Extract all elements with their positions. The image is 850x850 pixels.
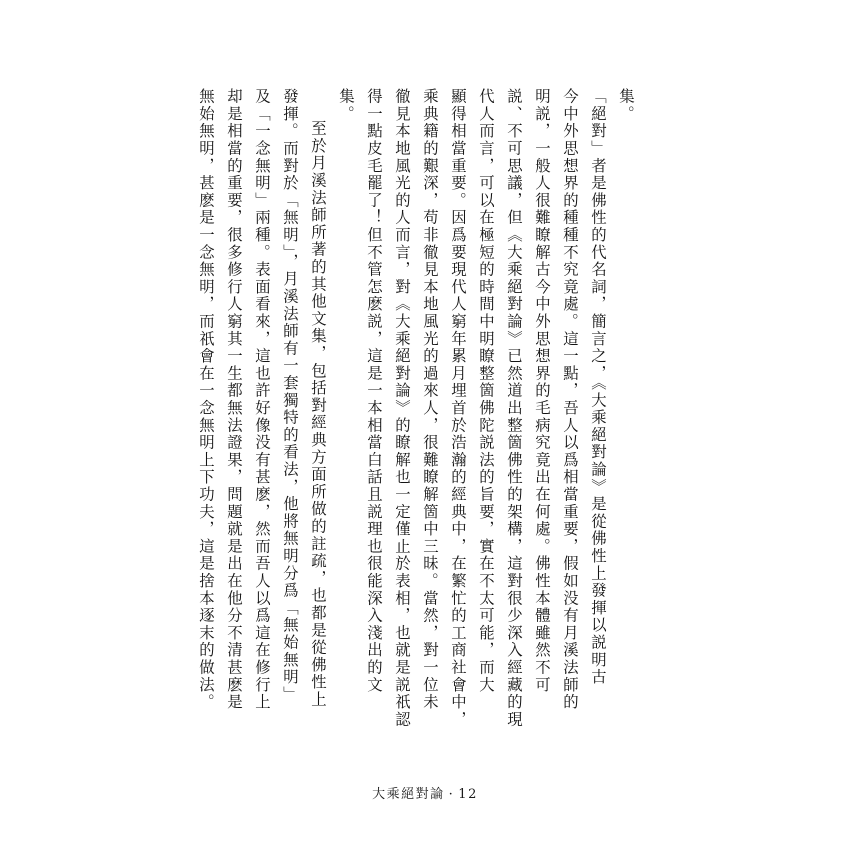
- text-column: 代人而言，可以在極短的時間中明瞭整箇佛陀説法的旨要，實在不太可能，而大: [477, 88, 495, 694]
- text-column: 至於月溪法師所著的其他文集，包括對經典方面所做的註疏，也都是從佛性上: [309, 120, 327, 709]
- text-column: 得一點皮毛罷了！但不管怎麽説，這是一本相當白話且説理也很能深入淺出的文: [365, 88, 383, 694]
- text-column: 集。: [337, 88, 355, 123]
- text-column: 無始無明，甚麽是一念無明，而祇會在一念無明上下功夫，這是捨本逐末的做法。: [197, 88, 215, 711]
- text-column: 明説，一般人很難瞭解古今中外思想界的毛病究竟出在何處。佛性本體雖然不可: [533, 88, 551, 694]
- text-column: 徹見本地風光的人而言，對《大乘絕對論》的瞭解也一定僅止於表相，也就是説祇認: [393, 88, 411, 729]
- page-number: 12: [458, 787, 478, 802]
- text-column: 今中外思想界的種種不究竟處。這一點，吾人以爲相當重要，假如没有月溪法師的: [561, 88, 579, 711]
- text-column: 及「一念無明」兩種。表面看來，這也許好像没有甚麽，然而吾人以爲這在修行上: [253, 88, 271, 711]
- book-title: 大乘絕對論: [372, 787, 445, 802]
- footer-separator: ·: [448, 787, 455, 802]
- text-column: 集。: [617, 88, 635, 123]
- body-text-columns: [197, 88, 640, 738]
- text-column: 乘典籍的艱深，苟非徹見本地風光的過來人，很難瞭解箇中三昧。當然，對一位未: [421, 88, 439, 711]
- text-column: 顯得相當重要。因爲要現代人窮年累月埋首於浩瀚的經典中，在繁忙的工商社會中，: [449, 88, 467, 729]
- text-column: 發揮。而對於「無明」，月溪法師有一套獨特的看法，他將無明分爲「無始無明」: [281, 88, 299, 704]
- text-column: 却是相當的重要，很多修行人窮其一生都無法證果，問題就是出在他分不清甚麽是: [225, 88, 243, 711]
- text-column: 「絕對」者是佛性的代名詞，簡言之，《大乘絕對論》是從佛性上發揮以説明古: [589, 88, 607, 686]
- text-column: 説、不可思議，但《大乘絕對論》已然道出整箇佛性的架構，這對很少深入經藏的現: [505, 88, 523, 729]
- page-footer: [0, 783, 850, 802]
